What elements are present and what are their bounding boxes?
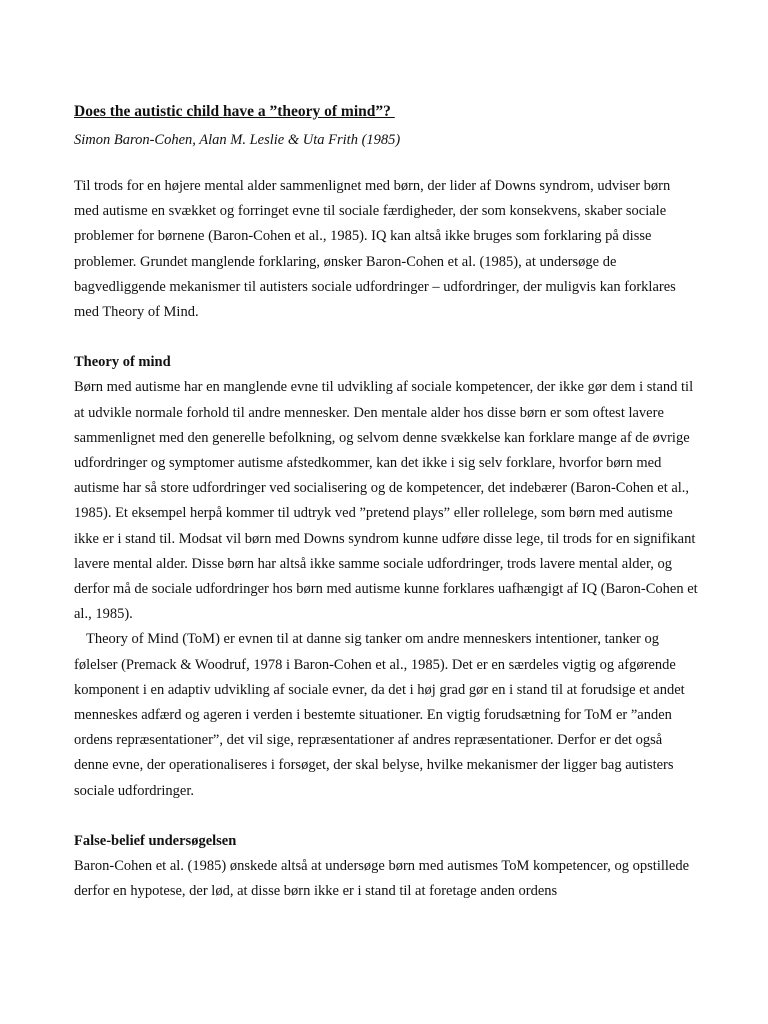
- section-heading-false-belief: False-belief undersøgelsen: [74, 832, 237, 849]
- theory-of-mind-paragraph-2: Theory of Mind (ToM) er evnen til at danne sig tanker om andre menneskers intentioner, tanker og følelser (Premack & Woodruf, 1978 i Baron-Cohen et al., 1985). Det er en særdeles vigtig og afgørende komponent i en adaptiv udvikling af sociale evner, da det i høj grad gør en i stand til at forudsige et andet menneskes adfærd og ageren i verden i bestemte situationer. En vigtig forudsætning for ToM er ”anden ordens repræsentationer”, det vil sige, repræsentationer af andres repræsentationer. Derfor er det også denne evne, der operationaliseres i forsøget, der skal belyse, hvilke mekanismer der ligger bag autisters sociale udfordringer.: [74, 631, 685, 799]
- intro-paragraph: Til trods for en højere mental alder sammenlignet med børn, der lider af Downs syndrom, udviser børn med autisme en svækket og forringet evne til sociale færdigheder, der som konsekvens, skaber sociale problemer for børnene (Baron-Cohen et al., 1985). IQ kan altså ikke bruges som forklaring på disse problemer. Grundet manglende forklaring, ønsker Baron-Cohen et al. (1985), at undersøge de bagvedliggende mekanismer til autisters sociale udfordringer – udfordringer, der muligvis kan forklares med Theory of Mind.: [74, 178, 676, 321]
- theory-of-mind-paragraph-1: Børn med autisme har en manglende evne til udvikling af sociale kompetencer, der ikke gør dem i stand til at udvikle normale forhold til andre mennesker. Den mentale alder hos disse børn er som oftest lavere sammenlignet med den generelle befolkning, og selvom denne svækkelse kan forklare mange af de øvrige udfordringer og symptomer autisme afstedkommer, kan det ikke i sig selv forklare, hvorfor børn med autisme har så store udfordringer ved socialisering og de kompetencer, det indebærer (Baron-Cohen et al., 1985). Et eksempel herpå kommer til udtryk ved ”pretend plays” eller rollelege, som børn med autisme ikke er i stand til. Modsat vil børn med Downs syndrom kunne udføre disse lege, til trods for en signifikant lavere mental alder. Disse børn har altså ikke samme sociale udfordringer, trods lavere mental alder, og derfor må de sociale udfordringer hos børn med autisme kunne forklares uafhængigt af IQ (Baron-Cohen et al., 1985).: [74, 379, 698, 623]
- section-heading-theory-of-mind: Theory of mind: [74, 354, 171, 371]
- false-belief-paragraph-1: Baron-Cohen et al. (1985) ønskede altså at undersøge børn med autismes ToM kompetencer, og opstillede derfor en hypotese, der lød, at disse børn ikke er i stand til at foretage anden ordens: [74, 858, 690, 900]
- document-page: [74, 100, 698, 904]
- document-authors: Simon Baron-Cohen, Alan M. Leslie & Uta Frith (1985): [74, 132, 401, 148]
- document-title: Does the autistic child have a ”theory of mind”?: [74, 103, 395, 120]
